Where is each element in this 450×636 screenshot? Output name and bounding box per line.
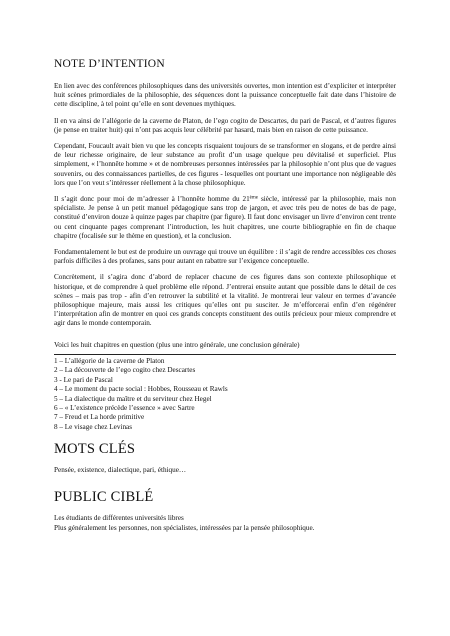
- chapter-item: 7 – Freud et La horde primitive: [54, 413, 145, 422]
- chapters-divider: [54, 354, 396, 355]
- paragraph-5: Fondamentalement le but est de produire un ouvrage qui trouve un équilibre : il s’agit de rendre accessibles ces choses parfois difficiles à des profanes, sans pour autant en rabattre sur l’exigence conceptuelle.: [54, 248, 396, 266]
- chapter-item: 5 – La dialectique du maître et du serviteur chez Hegel: [54, 394, 212, 403]
- chapter-item: 6 – « L’existence précède l’essence » avec Sartre: [54, 403, 195, 412]
- paragraph-4: [54, 195, 396, 241]
- chapters-intro: Voici les huit chapitres en question (plus une intro générale, une conclusion générale): [54, 340, 300, 349]
- chapter-item: 1 – L’allégorie de la caverne de Platon: [54, 356, 165, 365]
- section-title-keywords: MOTS CLÉS: [54, 441, 136, 458]
- section-title-audience: PUBLIC CIBLÉ: [54, 489, 154, 506]
- chapter-item: 3 - Le pari de Pascal: [54, 375, 113, 384]
- century-superscript: ème: [249, 195, 258, 201]
- section-title-note: NOTE D’INTENTION: [54, 58, 165, 70]
- chapter-item: 8 – Le visage chez Levinas: [54, 422, 133, 431]
- paragraph-6: Concrètement, il s’agira donc d’abord de replacer chacune de ces figures dans son contexte philosophique et historique, et de comprendre à quel problème elle répond. J’entrerai ensuite autant que possible dans le détail de ces scènes – mais pas trop - afin d’en retrouver la subtilité et la vitalité. Je montrerai leur valeur en termes d’avancée philosophique majeure, mais aussi les critiques qu’elles ont pu susciter. Je m’efforcerai enfin d’en régénérer l’interprétation afin de montrer en quoi ces grands concepts constituent des outils précieux pour mieux comprendre et agir dans le monde contemporain.: [54, 273, 396, 328]
- paragraph-4-end: siècle, intéressé par la philosophie, mais non spécialiste. Je pense à un petit manuel pédagogique sans trop de jargon, et avec très peu de notes de bas de page, constitué d’environ douze à quinze pages par chapitre (par figure). Il faut donc envisager un livre d’environ cent trente ou cent cinquante pages comprenant l’introduction, les huit chapitres, une courte bibliographie en fin de chaque chapitre (focalisée sur le thème en question), et la conclusion.: [54, 195, 396, 240]
- keywords-text: Pensée, existence, dialectique, pari, éthique…: [54, 466, 187, 475]
- chapter-list: [54, 357, 396, 432]
- chapter-item: 2 – La découverte de l’ego cogito chez Descartes: [54, 366, 196, 375]
- paragraph-2: Il en va ainsi de l’allégorie de la caverne de Platon, de l’ego cogito de Descartes, du pari de Pascal, et d’autres figures (je pense en traiter huit) qui n’ont pas acquis leur célébrité par hasard, mais bien en raison de cette puissance.: [54, 116, 396, 134]
- chapter-item: 4 – Le moment du pacte social : Hobbes, Rousseau et Rawls: [54, 385, 228, 394]
- audience-line-1: Les étudiants de différentes universités libres: [54, 514, 184, 523]
- paragraph-4-start: Il s’agit donc pour moi de m’adresser à l’honnête homme du 21: [54, 195, 250, 204]
- paragraph-3: Cependant, Foucault avait bien vu que les concepts risquaient toujours de se transformer en slogans, et de perdre ainsi de leur richesse originaire, de leur substance au profit d’un usage quelque peu dévitalisé et superficiel. Plus simplement, « l’honnête homme » et de nombreuses personnes intéressées par la philosophie n’ont plus que de vagues souvenirs, ou des connaissances partielles, de ces figures - lesquelles ont pourtant une importance non négligeable dès lors que l’on veut s’intéresser réellement à la chose philosophique.: [54, 142, 396, 187]
- audience-line-2: Plus généralement les personnes, non spécialistes, intéressées par la pensée philosophique.: [54, 523, 315, 532]
- paragraph-1: En lien avec des conférences philosophiques dans des universités ouvertes, mon intention est d’expliciter et interpréter huit scènes primordiales de la philosophie, des séquences dont la puissance conceptuelle fait date dans l’histoire de cette discipline, à tel point qu’elle en sont devenues mythiques.: [54, 82, 396, 109]
